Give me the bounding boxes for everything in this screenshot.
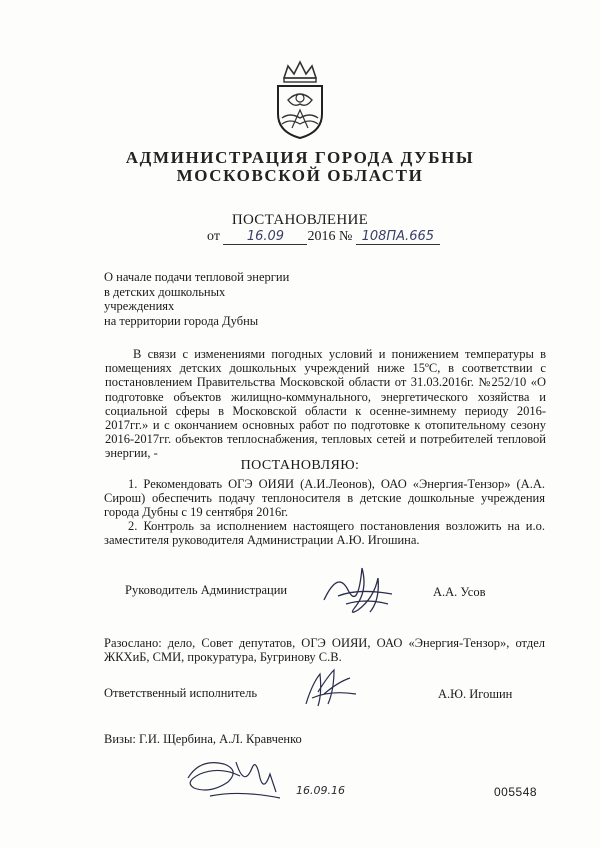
distribution-list: Разослано: дело, Совет депутатов, ОГЭ ОИЯИ, ОАО «Энергия-Тензор», отдел ЖКХиБ, СМИ, прокуратура, Бугринову С.В. [104,636,545,665]
signatory-title: Руководитель Администрации [125,583,288,597]
executor-name: А.Ю. Игошин [438,687,513,701]
executor-title: Ответственный исполнитель [104,686,258,700]
resolve-heading: ПОСТАНОВЛЯЮ: [240,458,360,473]
coat-of-arms-emblem [272,58,328,142]
visa-signature [180,748,290,808]
subject-line: в детских дошкольных [104,284,226,299]
handwritten-number: 108ПА.665 [361,229,435,244]
subject-line: О начале подачи тепловой энергии [104,270,290,284]
visas-line: Визы: Г.И. Щербина, А.Л. Кравченко [104,732,302,746]
head-signature [318,560,398,620]
number-sign: № [338,229,353,244]
resolution-item: 1. Рекомендовать ОГЭ ОИЯИ (А.И.Леонов), ОАО «Энергия-Тензор» (А.А. Сирош) обеспечить подачу теплоносителя в детские дошкольные учреждения города Дубны с 19 сентября 2016г. [104,477,545,520]
organization-name: АДМИНИСТРАЦИЯ ГОРОДА ДУБНЫ [125,148,475,167]
organization-region: МОСКОВСКОЙ ОБЛАСТИ [176,166,424,185]
number-slot [356,230,440,245]
handwritten-date: 16.09 [246,229,285,244]
date-prefix: от [207,229,220,244]
date-number-row [207,229,440,245]
document-type: ПОСТАНОВЛЕНИЕ [231,212,369,228]
executor-signature [300,664,360,710]
resolution-item: 2. Контроль за исполнением настоящего постановления возложить на и.о. заместителя руководителя Администрации А.Ю. Игошина. [104,519,545,548]
document-subject [104,270,289,328]
date-year: 2016 [307,229,336,244]
visa-handwritten-date: 16.09.16 [296,784,345,797]
subject-line: на территории города Дубны [104,313,259,328]
date-slot [223,230,307,245]
subject-line: учреждениях [104,299,175,313]
document-serial-number: 005548 [494,785,538,799]
signatory-name: А.А. Усов [433,585,486,599]
preamble-paragraph: В связи с изменениями погодных условий и понижением температуры в помещениях детских дошкольных учреждений ниже 15ºС, в соответствии с постановлением Правительства Московской области от 31.03.2016г. №252/10 «О подготовке объектов жилищно-коммунального, энергетического хозяйства и социальной сферы в Московской области к осенне-зимнему периоду 2016-2017гг.» и с окончанием основных работ по подготовке к отопительному сезону 2016-2017гг. объектов теплоснабжения, тепловых сетей и потребителей тепловой энергии, - [105,347,546,461]
